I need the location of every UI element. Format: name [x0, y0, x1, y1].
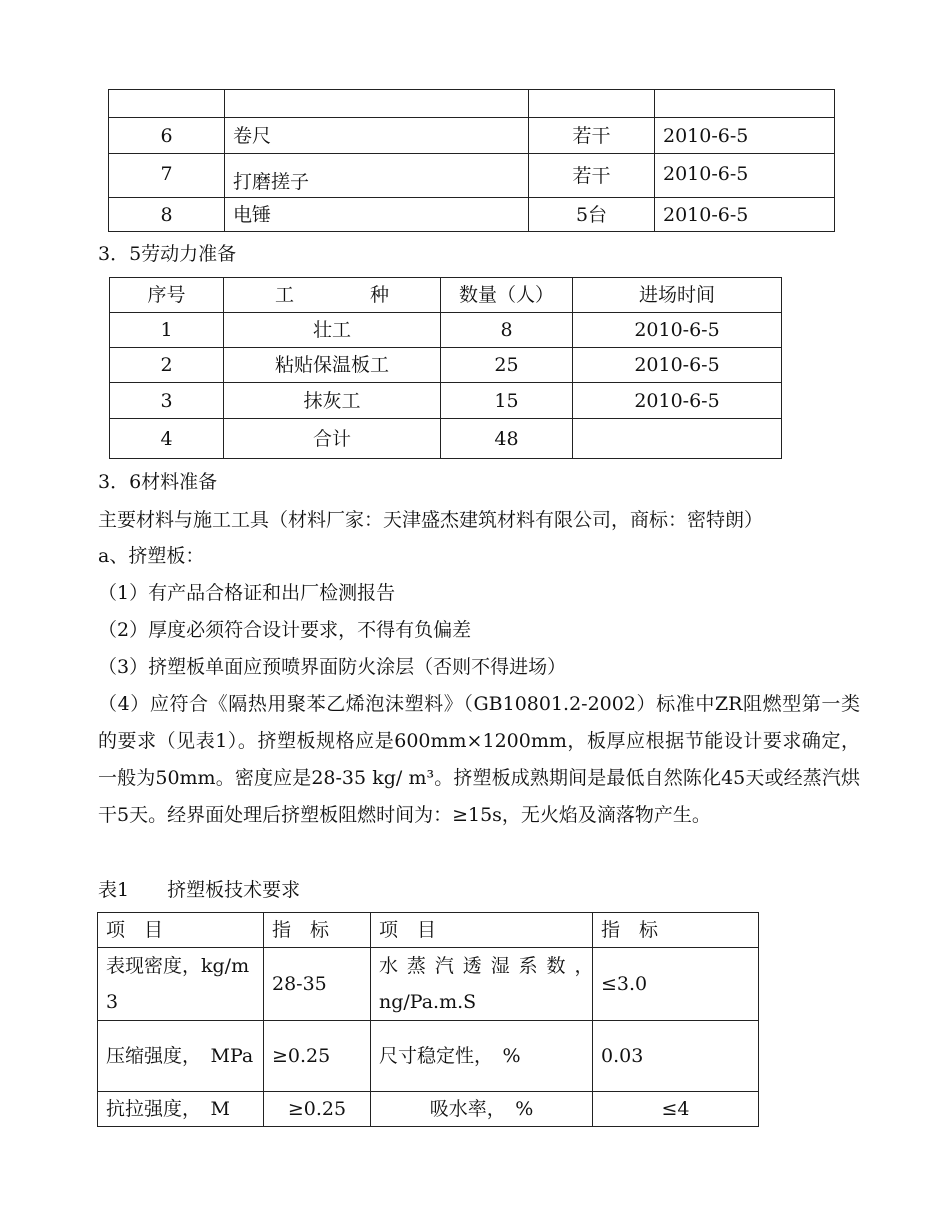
table-header-cell: 序号 [110, 278, 224, 313]
table-cell: ≥0.25 [264, 1021, 371, 1092]
table-cell: 压缩强度， MPa [98, 1021, 264, 1092]
table-caption: 表1 挤塑板技术要求 [98, 879, 301, 901]
table-cell: 合计 [224, 419, 441, 459]
table-cell: 2010-6-5 [573, 383, 782, 419]
table-cell: 抹灰工 [224, 383, 441, 419]
table-row [98, 1092, 759, 1127]
table-cell: ≤4 [593, 1092, 759, 1127]
table-header-cell: 指 标 [593, 913, 759, 948]
section-heading: 3．5劳动力准备 [98, 243, 237, 265]
table-cell: 2010-6-5 [655, 154, 835, 198]
table-header-cell: 进场时间 [573, 278, 782, 313]
table-cell: 0.03 [593, 1021, 759, 1092]
table-cell: 1 [110, 313, 224, 348]
table-header-cell: 数量（人） [441, 278, 573, 313]
table-header-cell: 工 种 [224, 278, 441, 313]
table-cell: 若干 [529, 154, 655, 198]
paragraph: 主要材料与施工工具（材料厂家：天津盛杰建筑材料有限公司，商标：密特朗） [98, 509, 764, 531]
table-cell: 打磨搓子 [225, 154, 529, 198]
table-cell: 水蒸汽透湿系数， ng/Pa.m.S [371, 948, 593, 1021]
table-cell: 尺寸稳定性， % [371, 1021, 593, 1092]
table-header-row [98, 913, 759, 948]
table-cell: 48 [441, 419, 573, 459]
table-row [110, 313, 782, 348]
table-row [98, 1021, 759, 1092]
list-item: （1）有产品合格证和出厂检测报告 [98, 582, 396, 604]
table-cell: 4 [110, 419, 224, 459]
table-header-row [110, 278, 782, 313]
table-cell: 电锤 [225, 198, 529, 232]
table-cell [655, 90, 835, 118]
list-item: （4）应符合《隔热用聚苯乙烯泡沫塑料》（GB10801.2-2002）标准中ZR阻燃型第一类的要求（见表1）。挤塑板规格应是600mm×1200mm，板厚应根据节能设计要求确定，一般为50mm。密度应是28-35 kg/ m³。挤塑板成熟期间是最低自然陈化45天或经蒸汽烘干5天。经界面处理后挤塑板阻燃时间为：≥15s，无火焰及滴落物产生。 [98, 693, 860, 826]
table-cell: ≤3.0 [593, 948, 759, 1021]
table-row [98, 948, 759, 1021]
table-row [110, 383, 782, 419]
list-item: （2）厚度必须符合设计要求，不得有负偏差 [98, 619, 472, 641]
table-cell [225, 90, 529, 118]
table-cell: 25 [441, 348, 573, 383]
labor-table [109, 277, 782, 459]
table-cell: 5台 [529, 198, 655, 232]
table-row [109, 90, 835, 118]
table-cell [109, 90, 225, 118]
table-row [109, 198, 835, 232]
table-cell: 7 [109, 154, 225, 198]
table-cell: 28-35 [264, 948, 371, 1021]
table-cell [529, 90, 655, 118]
table-cell: 卷尺 [225, 118, 529, 154]
table-cell: 2010-6-5 [573, 348, 782, 383]
table-cell: 2 [110, 348, 224, 383]
list-item: （3）挤塑板单面应预喷界面防火涂层（否则不得进场） [98, 656, 567, 678]
table-cell: 6 [109, 118, 225, 154]
table-cell: 粘贴保温板工 [224, 348, 441, 383]
table-row [109, 118, 835, 154]
table-cell: 2010-6-5 [573, 313, 782, 348]
tools-table [108, 89, 835, 232]
section-heading: 3．6材料准备 [98, 471, 218, 493]
spec-table [97, 912, 759, 1127]
table-cell: ≥0.25 [264, 1092, 371, 1127]
table-row [109, 154, 835, 198]
table-cell [573, 419, 782, 459]
table-cell: 若干 [529, 118, 655, 154]
table-header-cell: 项 目 [371, 913, 593, 948]
table-cell: 8 [441, 313, 573, 348]
paragraph: a、挤塑板： [98, 545, 205, 567]
table-cell: 表现密度，kg/m3 [98, 948, 264, 1021]
table-cell: 3 [110, 383, 224, 419]
table-header-cell: 项 目 [98, 913, 264, 948]
table-row [110, 419, 782, 459]
table-cell: 2010-6-5 [655, 198, 835, 232]
table-cell: 2010-6-5 [655, 118, 835, 154]
table-cell: 抗拉强度， M [98, 1092, 264, 1127]
table-header-cell: 指 标 [264, 913, 371, 948]
table-cell: 8 [109, 198, 225, 232]
table-cell: 吸水率， % [371, 1092, 593, 1127]
table-row [110, 348, 782, 383]
table-cell: 15 [441, 383, 573, 419]
table-cell: 壮工 [224, 313, 441, 348]
